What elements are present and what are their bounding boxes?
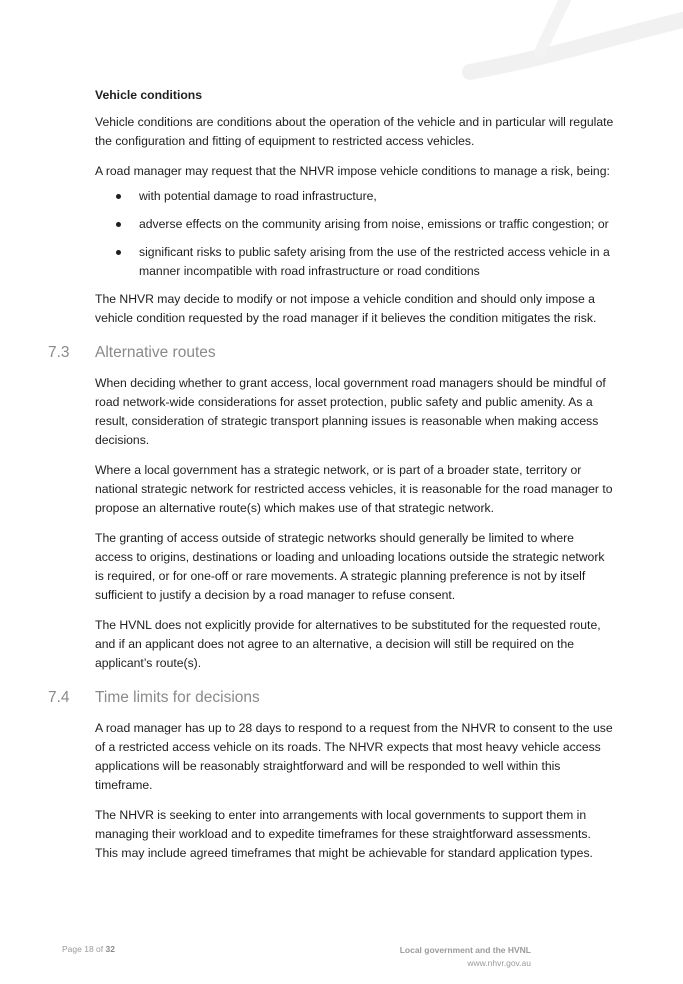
- paragraph: The granting of access outside of strategic networks should generally be limited to where access to origins, destinations or loading and unloading locations outside the strategic network is required, or for one-off or rare movements. A strategic planning preference is not by itself sufficient to justify a decision by a road manager to refuse consent.: [95, 531, 605, 602]
- section-heading-7-3: [48, 344, 615, 364]
- bullet-icon: [116, 194, 121, 199]
- footer-doc-title: Local government and the HVNL: [399, 945, 531, 955]
- section-title: Alternative routes: [95, 344, 216, 361]
- paragraph: Vehicle conditions are conditions about the operation of the vehicle and in particular will regulate the configuration and fitting of equipment to restricted access vehicles.: [95, 115, 614, 148]
- paragraph: When deciding whether to grant access, local government road managers should be mindful of road network-wide considerations for asset protection, public safety and public amenity. As a result, consideration of strategic transport planning issues is reasonable when making access decisions.: [95, 376, 606, 447]
- section-heading-7-4: [48, 689, 615, 709]
- paragraph: A road manager may request that the NHVR impose vehicle conditions to manage a risk, being:: [95, 164, 610, 178]
- section-number: 7.3: [48, 344, 70, 361]
- bullet-item: adverse effects on the community arising from noise, emissions or traffic congestion; or: [95, 215, 615, 234]
- paragraph: The NHVR is seeking to enter into arrangements with local governments to support them in managing their workload and to expedite timeframes for these straightforward assessments. This may include agreed timeframes that might be achievable for standard application types.: [95, 808, 593, 860]
- paragraph: A road manager has up to 28 days to respond to a request from the NHVR to consent to the use of a restricted access vehicle on its roads. The NHVR expects that most heavy vehicle access applications will be reasonably straightforward and will be responded to well within this timeframe.: [95, 721, 613, 792]
- paragraph: The NHVR may decide to modify or not impose a vehicle condition and should only impose a vehicle condition requested by the road manager if it believes the condition mitigates the risk.: [95, 292, 597, 325]
- section-title: Time limits for decisions: [95, 689, 260, 706]
- page-body: [48, 86, 615, 874]
- risk-bullet-list: [95, 187, 615, 281]
- bullet-icon: [116, 222, 121, 227]
- vehicle-conditions-heading: Vehicle conditions: [95, 88, 203, 102]
- paragraph: Where a local government has a strategic network, or is part of a broader state, territory or national strategic network for restricted access vehicles, it is reasonable for the road manager to propose an alternative route(s) which makes use of that strategic network.: [95, 463, 613, 515]
- paragraph: The HVNL does not explicitly provide for alternatives to be substituted for the requested route, and if an applicant does not agree to an alternative, a decision will still be required on the applicant’s route(s).: [95, 618, 601, 670]
- bullet-item: with potential damage to road infrastructure,: [95, 187, 615, 206]
- bullet-item: significant risks to public safety arising from the use of the restricted access vehicle in a manner incompatible with road infrastructure or road conditions: [95, 243, 615, 281]
- page-number: Page 18 of 32: [62, 944, 115, 954]
- section-number: 7.4: [48, 689, 70, 706]
- footer-website: www.nhvr.gov.au: [467, 958, 531, 968]
- bullet-icon: [116, 250, 121, 255]
- footer-doc-info: [400, 944, 531, 970]
